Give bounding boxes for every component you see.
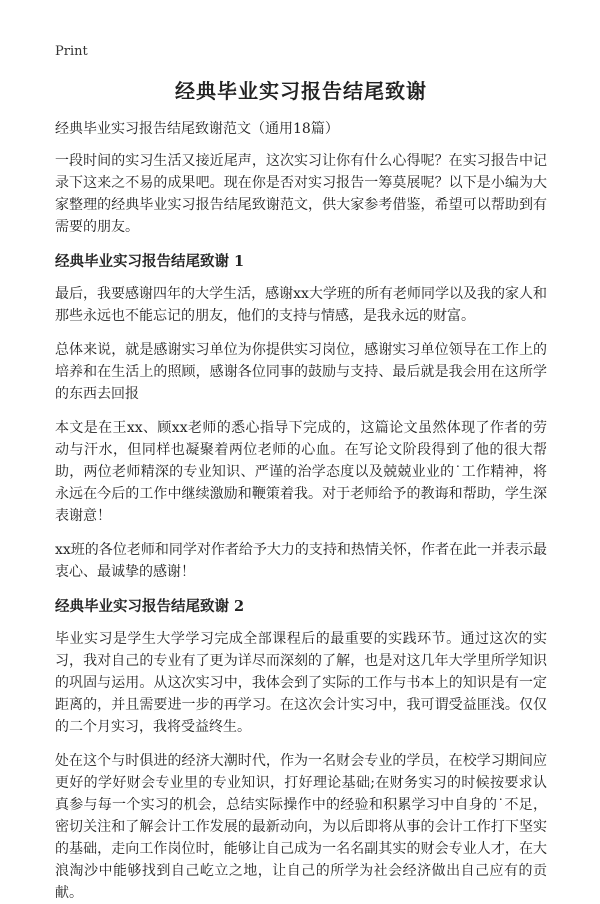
paragraph: 最后，我要感谢四年的大学生活，感谢xx大学班的所有老师同学以及我的家人和那些永远也不能忘记的朋友，他们的支持与情感，是我永远的财富。 bbox=[55, 286, 547, 324]
paragraph: 毕业实习是学生大学学习完成全部课程后的最重要的实践环节。通过这次的实习，我对自己的专业有了更为详尽而深刻的了解，也是对这几年大学里所学知识的巩固与运用。从这次实习中，我体会到了实际的工作与书本上的知识是有一定距离的，并且需要进一步的再学习。在这次会计实习中，我可谓受益匪浅。仅仅的二个月实习，我将受益终生。 bbox=[55, 631, 547, 735]
subtitle: 经典毕业实习报告结尾致谢范文（通用18篇） bbox=[55, 121, 339, 137]
paragraph: 总体来说，就是感谢实习单位为你提供实习岗位，感谢实习单位领导在工作上的培养和在生活上的照顾，感谢各位同事的鼓励与支持、最后就是我会用在这所学的东西去回报 bbox=[55, 342, 547, 402]
page-title: 经典毕业实习报告结尾致谢 bbox=[175, 79, 427, 103]
section-heading: 经典毕业实习报告结尾致谢 1 bbox=[55, 253, 245, 270]
intro-paragraph: 一段时间的实习生活又接近尾声，这次实习让你有什么心得呢？在实习报告中记录下这来之不易的成果吧。现在你是否对实习报告一筹莫展呢？以下是小编为大家整理的经典毕业实习报告结尾致谢范文，供大家参考借鉴，希望可以帮助到有需要的朋友。 bbox=[55, 153, 547, 235]
paragraph: 处在这个与时俱进的经济大潮时代，作为一名财会专业的学员，在校学习期间应更好的学好财会专业里的专业知识，打好理论基础;在财务实习的时候按要求认真参与每一个实习的机会，总结实际操作中的经验和积累学习中自身的˙不足，密切关注和了解会计工作发展的最新动向，为以后即将从事的会计工作打下坚实的基础，走向工作岗位时，能够让自己成为一名名副其实的财会专业人才，在大浪淘沙中能够找到自己屹立之地，让自己的所学为社会经济做出自己应有的贡献。 bbox=[55, 753, 547, 901]
paragraph: xx班的各位老师和同学对作者给予大力的支持和热情关怀，作者在此一并表示最衷心、最诚挚的感谢！ bbox=[55, 542, 547, 580]
paragraph: 本文是在王xx、顾xx老师的悉心指导下完成的，这篇论文虽然体现了作者的劳动与汗水，但同样也凝聚着两位老师的心血。在写论文阶段得到了他的很大帮助，两位老师精深的专业知识、严谨的治学态度以及兢兢业业的˙工作精神，将永远在今后的工作中继续激励和鞭策着我。对于老师给予的教诲和帮助，学生深表谢意！ bbox=[55, 420, 547, 524]
print-link[interactable]: Print bbox=[55, 44, 88, 59]
section-heading: 经典毕业实习报告结尾致谢 2 bbox=[55, 598, 245, 615]
